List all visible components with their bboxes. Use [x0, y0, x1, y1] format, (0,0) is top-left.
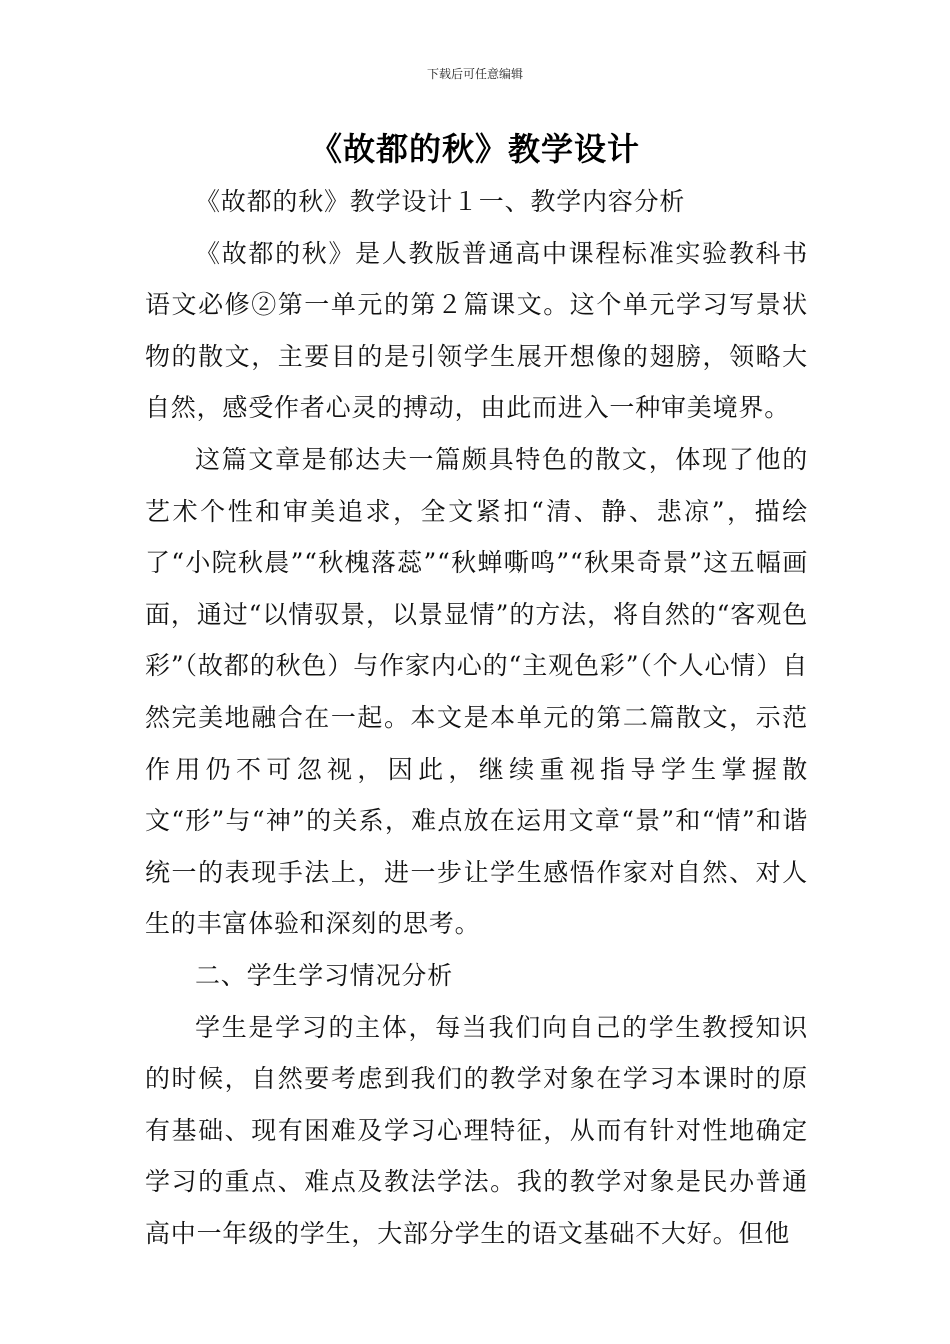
document-title: 《故都的秋》教学设计: [309, 130, 640, 168]
document-body: [145, 176, 808, 1259]
paragraph-section-heading-1: 《故都的秋》教学设计１一、教学内容分析: [195, 187, 686, 216]
paragraph: 学生是学习的主体，每当我们向自己的学生教授知识的时候，自然要考虑到我们的教学对象在学习本课时的原有基础、现有困难及学习心理特征，从而有针对性地确定学习的重点、难点及教法学法。我的教学对象是民办普通高中一年级的学生，大部分学生的语文基础不大好。但他: [145, 1012, 808, 1248]
header-watermark: 下载后可任意编辑: [426, 67, 523, 81]
paragraph: 这篇文章是郁达夫一篇颇具特色的散文，体现了他的艺术个性和审美追求，全文紧扣“清、静、悲凉”，描绘了“小院秋晨”“秋槐落蕊”“秋蝉嘶鸣”“秋果奇景”这五幅画面，通过“以情驭景，以景显情”的方法，将自然的“客观色彩”（故都的秋色）与作家内心的“主观色彩”（个人心情）自然完美地融合在一起。本文是本单元的第二篇散文，示范作用仍不可忽视，因此，继续重视指导学生掌握散文“形”与“神”的关系，难点放在运用文章“景”和“情”和谐统一的表现手法上，进一步让学生感悟作家对自然、对人生的丰富体验和深刻的思考。: [145, 444, 808, 939]
paragraph-section-heading-2: 二、学生学习情况分析: [195, 960, 454, 990]
paragraph: 《故都的秋》是人教版普通高中课程标准实验教科书语文必修②第一单元的第２篇课文。这个单元学习写景状物的散文，主要目的是引领学生展开想像的翅膀，领略大自然，感受作者心灵的搏动，由此而进入一种审美境界。: [145, 238, 808, 423]
